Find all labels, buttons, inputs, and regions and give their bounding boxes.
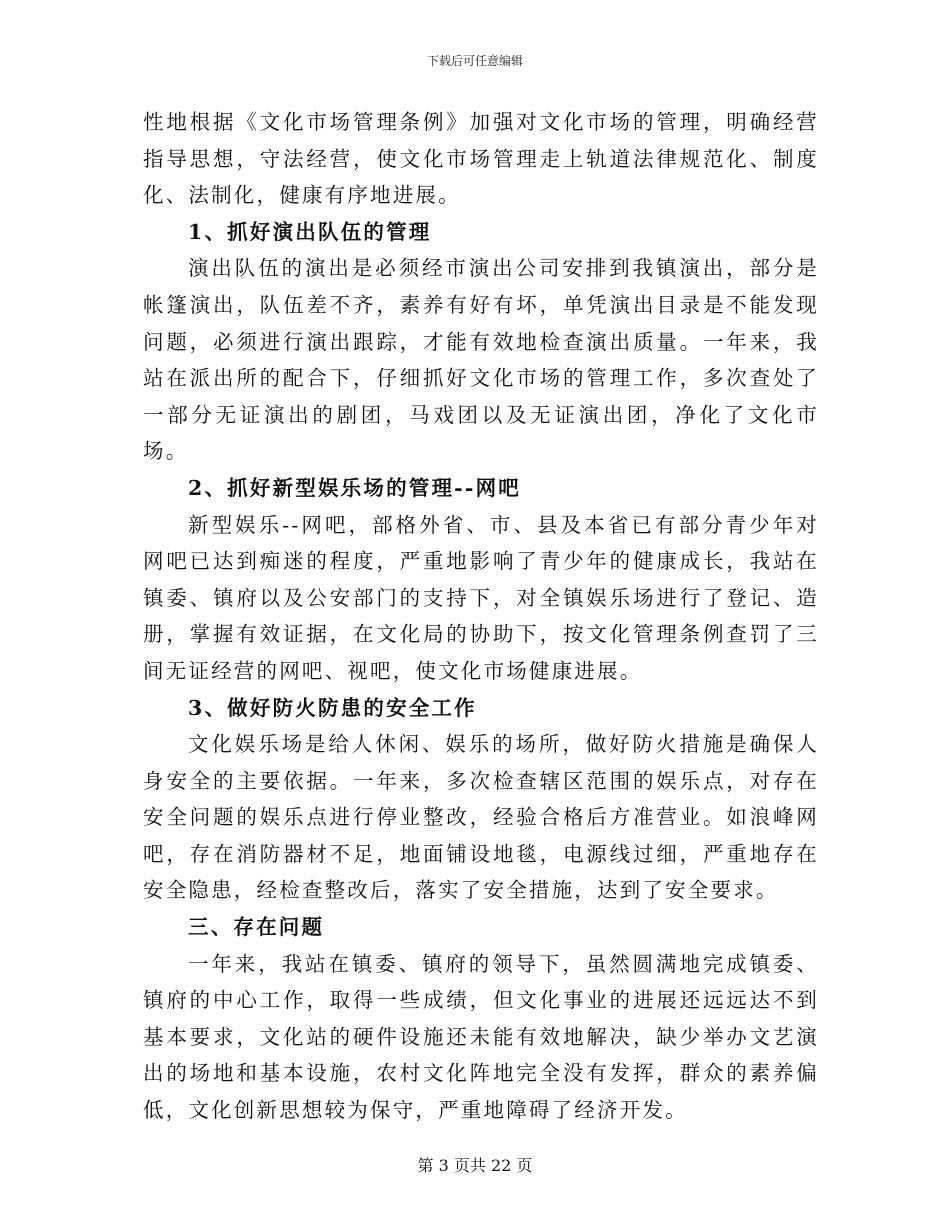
paragraph-fire-safety: 文化娱乐场是给人休闲、娱乐的场所，做好防火措施是确保人身安全的主要依据。一年来，多次检查辖区范围的娱乐点，对存在安全问题的娱乐点进行停业整改，经验合格后方准营业。如浪峰网吧，存在消防器材不足，地面铺设地毯，电源线过细，严重地存在安全隐患，经检查整改后，落实了安全措施，达到了安全要求。 — [143, 732, 819, 903]
paragraph-performance-management: 演出队伍的演出是必须经市演出公司安排到我镇演出，部分是帐篷演出，队伍差不齐，素养有好有坏，单凭演出目录是不能发现问题，必须进行演出跟踪，才能有效地检查演出质量。一年来，我站在派出所的配合下，仔细抓好文化市场的管理工作，多次查处了一部分无证演出的剧团，马戏团以及无证演出团，净化了文化市场。 — [143, 256, 819, 464]
document-body — [143, 104, 819, 1129]
section-heading-3: 3、做好防火防患的安全工作 — [188, 695, 477, 720]
section-heading-2: 2、抓好新型娱乐场的管理--网吧 — [188, 475, 521, 500]
paragraph-continuation: 性地根据《文化市场管理条例》加强对文化市场的管理，明确经营指导思想，守法经营，使文化市场管理走上轨道法律规范化、制度化、法制化，健康有序地进展。 — [143, 110, 819, 208]
header-note: 下载后可任意编辑 — [426, 54, 523, 68]
paragraph-existing-problems: 一年来，我站在镇委、镇府的领导下，虽然圆满地完成镇委、镇府的中心工作，取得一些成绩，但文化事业的进展还远远达不到基本要求，文化站的硬件设施还未能有效地解决，缺少举办文艺演出的场地和基本设施，农村文化阵地完全没有发挥，群众的素养偏低，文化创新思想较为保守，严重地障碍了经济开发。 — [143, 951, 819, 1123]
paragraph-internet-cafe-management: 新型娱乐--网吧，部格外省、市、县及本省已有部分青少年对网吧已达到痴迷的程度，严重地影响了青少年的健康成长，我站在镇委、镇府以及公安部门的支持下，对全镇娱乐场进行了登记、造册，掌握有效证据，在文化局的协助下，按文化管理条例查罚了三间无证经营的网吧、视吧，使文化市场健康进展。 — [143, 512, 819, 683]
page-number: 第 3 页共 22 页 — [417, 1156, 533, 1175]
section-heading-problems: 三、存在问题 — [188, 915, 325, 940]
section-heading-1: 1、抓好演出队伍的管理 — [188, 219, 432, 244]
